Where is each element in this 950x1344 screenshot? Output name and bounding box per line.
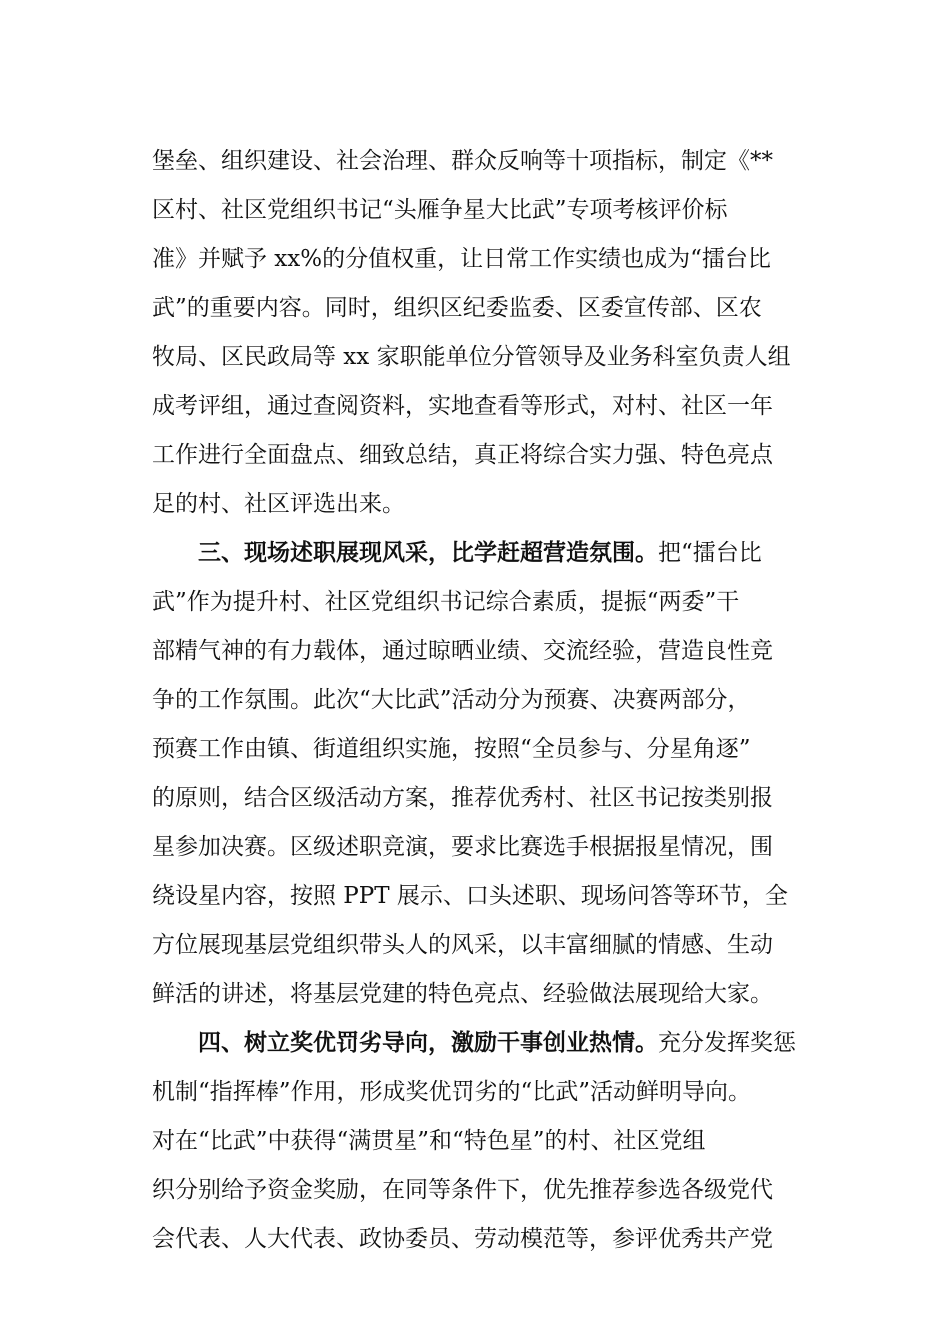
body-text-line: 区村、社区党组织书记“头雁争星大比武”专项考核评价标 — [152, 197, 728, 223]
section-heading: 三、现场述职展现风采，比学赶超营造氛围。 — [198, 540, 658, 566]
section-heading-line — [198, 1019, 872, 1067]
body-text-inline: 充分发挥奖惩 — [658, 1030, 796, 1056]
body-text-line: 星参加决赛。区级述职竞演，要求比赛选手根据报星情况，围 — [152, 834, 773, 860]
body-text-line: 足的村、社区评选出来。 — [152, 491, 405, 517]
body-text-line: 机制“指挥棒”作用，形成奖优罚劣的“比武”活动鲜明导向。 — [152, 1079, 752, 1105]
body-text-line: 部精气神的有力载体，通过晾晒业绩、交流经验，营造良性竞 — [152, 638, 773, 664]
section-heading-line — [198, 529, 872, 577]
body-text-line: 成考评组，通过查阅资料，实地查看等形式，对村、社区一年 — [152, 393, 773, 419]
body-text-line: 预赛工作由镇、街道组织实施，按照“全员参与、分星角逐” — [152, 736, 751, 762]
body-text-line: 的原则，结合区级活动方案，推荐优秀村、社区书记按类别报 — [152, 785, 773, 811]
body-text-line: 对在“比武”中获得“满贯星”和“特色星”的村、社区党组 — [152, 1128, 706, 1154]
body-text-line: 工作进行全面盘点、细致总结，真正将综合实力强、特色亮点 — [152, 442, 773, 468]
body-text-line: 武”的重要内容。同时，组织区纪委监委、区委宣传部、区农 — [152, 295, 762, 321]
section-heading: 四、树立奖优罚劣导向，激励干事创业热情。 — [198, 1030, 658, 1056]
body-text-line: 牧局、区民政局等 xx 家职能单位分管领导及业务科室负责人组 — [152, 344, 791, 370]
body-text-line: 鲜活的讲述，将基层党建的特色亮点、经验做法展现给大家。 — [152, 981, 773, 1007]
body-text-line: 武”作为提升村、社区党组织书记综合素质，提振“两委”干 — [152, 589, 740, 615]
body-text-line: 织分别给予资金奖励，在同等条件下，优先推荐参选各级党代 — [152, 1177, 773, 1203]
body-text-line: 会代表、人大代表、政协委员、劳动模范等，参评优秀共产党 — [152, 1226, 773, 1252]
body-text-line: 方位展现基层党组织带头人的风采，以丰富细腻的情感、生动 — [152, 932, 773, 958]
body-text-line: 堡垒、组织建设、社会治理、群众反响等十项指标，制定《** — [152, 148, 773, 174]
body-text-inline: 把“擂台比 — [658, 540, 762, 566]
body-text-line: 争的工作氛围。此次“大比武”活动分为预赛、决赛两部分， — [152, 687, 751, 713]
body-text-line: 准》并赋予 xx%的分值权重，让日常工作实绩也成为“擂台比 — [152, 246, 771, 272]
body-text-line: 绕设星内容，按照 PPT 展示、口头述职、现场问答等环节，全 — [152, 883, 788, 909]
